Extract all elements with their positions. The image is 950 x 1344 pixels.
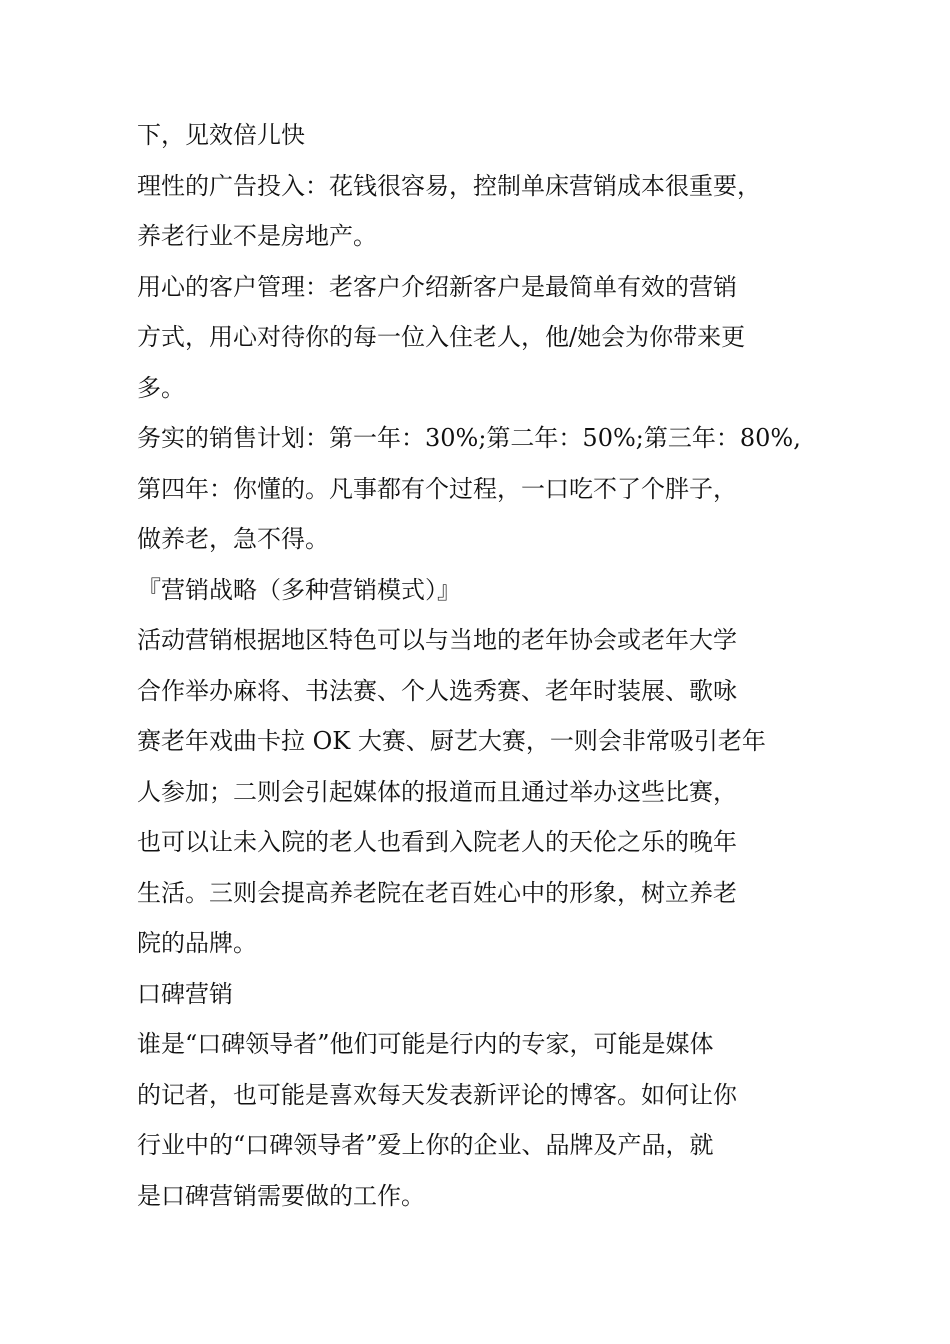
section-heading: 『营销战略（多种营销模式）』 — [137, 575, 461, 604]
text-line: 人参加；二则会引起媒体的报道而且通过举办这些比赛， — [137, 777, 737, 806]
text-line: 是口碑营销需要做的工作。 — [137, 1181, 425, 1210]
text-line: 做养老，急不得。 — [137, 525, 329, 553]
text-line: 行业中的“口碑领导者”爱上你的企业、品牌及产品，就 — [137, 1131, 714, 1159]
text-line: 合作举办麻将、书法赛、个人选秀赛、老年时装展、歌咏 — [137, 676, 737, 705]
text-line: 务实的销售计划：第一年：30%;第二年：50%;第三年：80%, — [137, 424, 801, 452]
text-line: 也可以让未入院的老人也看到入院老人的天伦之乐的晚年 — [137, 828, 737, 856]
text-line: 院的品牌。 — [137, 929, 257, 957]
text-line: 下，见效倍儿快 — [137, 121, 305, 149]
text-line: 用心的客户管理：老客户介绍新客户是最简单有效的营销 — [137, 272, 737, 301]
text-line: 养老行业不是房地产。 — [137, 222, 377, 250]
subsection-heading: 口碑营销 — [137, 979, 233, 1008]
text-line: 赛老年戏曲卡拉 OK 大赛、厨艺大赛，一则会非常吸引老年 — [137, 727, 766, 755]
body-text — [137, 110, 817, 1221]
text-line: 的记者，也可能是喜欢每天发表新评论的博客。如何让你 — [137, 1080, 737, 1109]
text-line: 生活。三则会提高养老院在老百姓心中的形象，树立养老 — [137, 878, 737, 907]
text-line: 谁是“口碑领导者”他们可能是行内的专家，可能是媒体 — [137, 1030, 714, 1058]
text-line: 多。 — [137, 373, 185, 402]
text-line: 方式，用心对待你的每一位入住老人，他/她会为你带来更 — [137, 323, 746, 351]
text-line: 第四年：你懂的。凡事都有个过程，一口吃不了个胖子， — [137, 474, 737, 503]
text-line: 活动营销根据地区特色可以与当地的老年协会或老年大学 — [137, 626, 737, 654]
text-line: 理性的广告投入：花钱很容易，控制单床营销成本很重要， — [137, 171, 761, 200]
